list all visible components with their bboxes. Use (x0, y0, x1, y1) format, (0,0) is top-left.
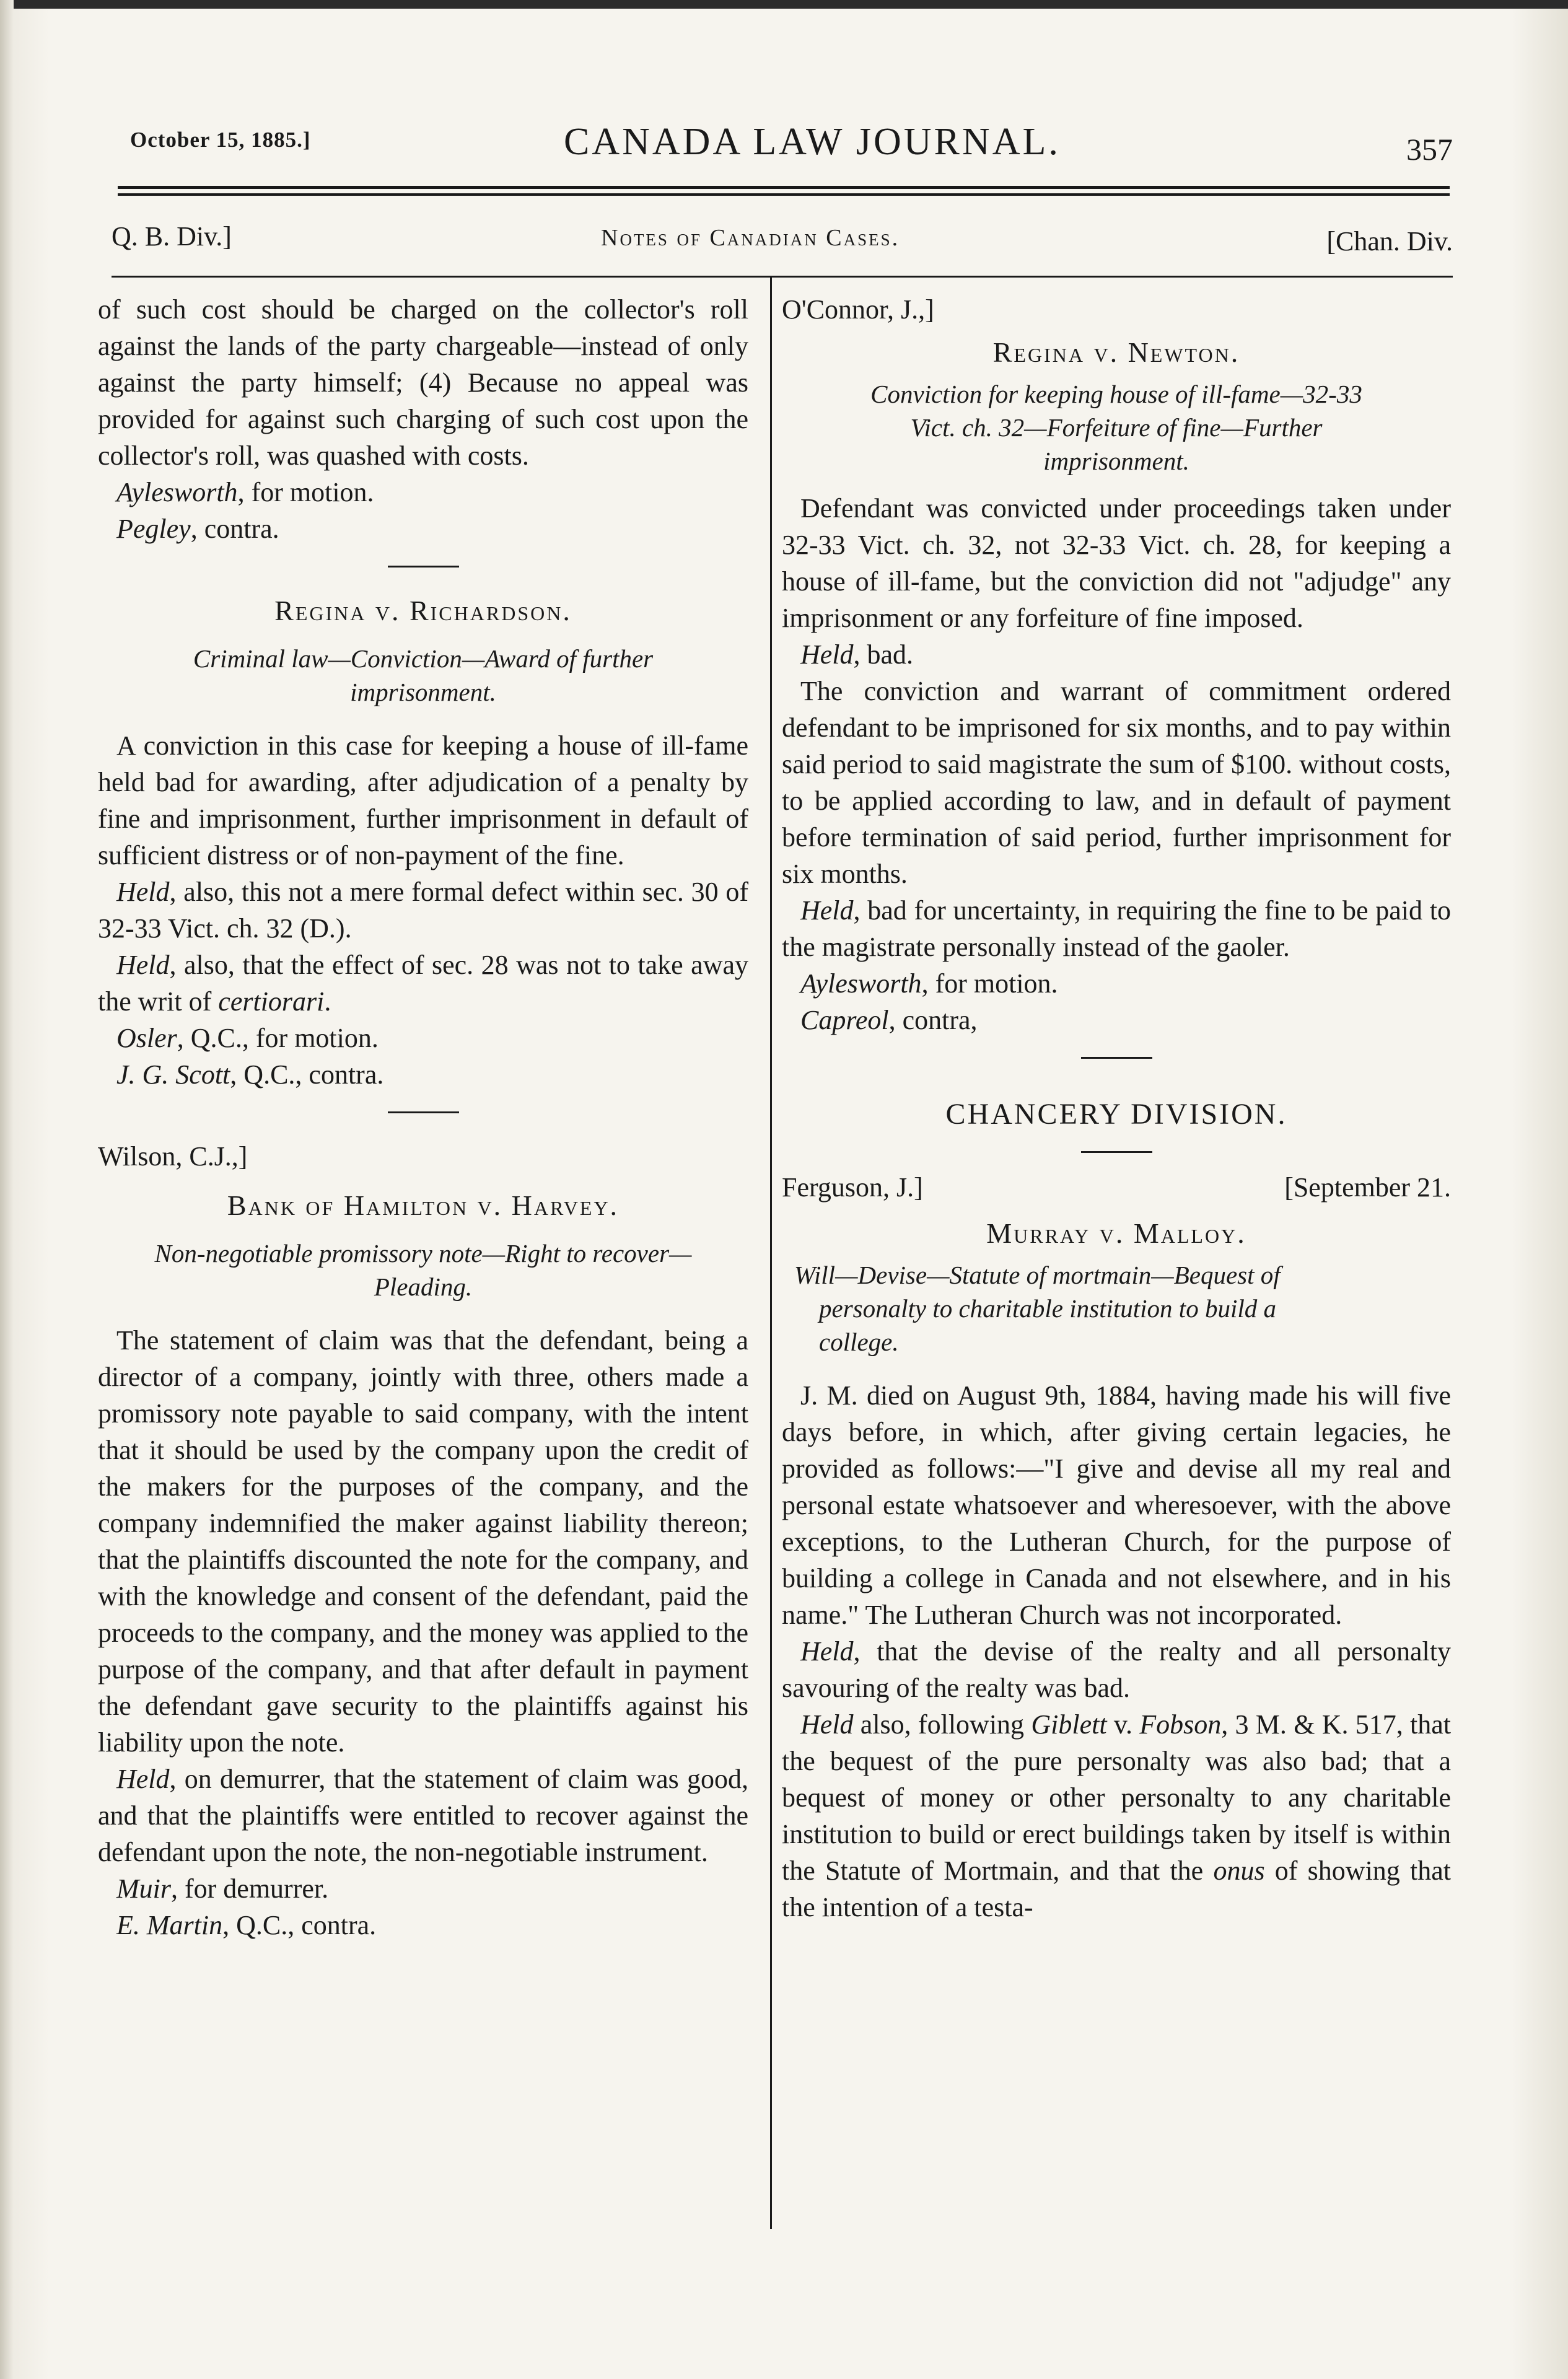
page-number: 357 (1406, 132, 1453, 167)
counsel-line: Aylesworth, for motion. (116, 477, 374, 507)
counsel-line: Aylesworth, for motion. (800, 968, 1058, 999)
case-title: Murray v. Malloy. (986, 1217, 1246, 1249)
counsel-line: E. Martin, Q.C., contra. (116, 1910, 377, 1940)
column-divider (770, 278, 772, 2229)
section-title: Notes of Canadian Cases. (601, 225, 900, 251)
counsel-line: Pegley, contra. (116, 514, 279, 544)
case-paragraph: Defendant was convicted under proceedings taken under 32-33 Vict. ch. 32, not 32-33 Vict. ch. 28, for keeping a house of ill-fame, but the conviction did not "adjudge" any imprisonment or any forfeiture of fine imposed. (782, 493, 1451, 633)
header-rule-top (118, 186, 1450, 189)
case-paragraph: A conviction in this case for keeping a house of ill-fame held bad for awarding, after adjudication of a penalty by fine and imprisonment, further imprisonment in default of sufficient distress or of non-payment of the fine. (98, 730, 748, 870)
case-paragraph: The statement of claim was that the defendant, being a director of a company, jointly with three, others made a promissory note payable to said company, with the intent that it should be used by the company upon the credit of the makers for the purposes of the company, and the company indemnified the maker against liability thereon; that the plaintiffs discounted the note for the company, and with the knowledge and consent of the defendant, paid the proceeds to the company, and the money was applied to the purpose of the company, and that after default in payment the defendant gave security to the plaintiffs against his liability upon the note. (98, 1325, 748, 1758)
held-paragraph: Held, also, this not a mere formal defect within sec. 30 of 32-33 Vict. ch. 32 (D.). (98, 877, 748, 944)
counsel-name: Pegley (116, 514, 191, 544)
case-headnote: Will—Devise—Statute of mortmain—Bequest of personalty to charitable institution to build a college. (794, 1261, 1281, 1356)
counsel-line: Muir, for demurrer. (116, 1873, 329, 1904)
section-right-label: [Chan. Div. (1326, 226, 1453, 256)
left-column (98, 291, 748, 1943)
held-paragraph: Held, bad for uncertainty, in requiring the fine to be paid to the magistrate personally instead of the gaoler. (782, 895, 1451, 962)
judge-name: Ferguson, J.] (782, 1172, 923, 1203)
counsel-name: E. Martin (116, 1910, 223, 1940)
scan-left-edge (0, 0, 14, 2379)
case-headnote: Criminal law—Conviction—Award of further imprisonment. (193, 644, 654, 706)
case-title: Regina v. Richardson. (274, 595, 572, 626)
header-rule-bottom (118, 193, 1450, 196)
section-header (112, 217, 1453, 260)
continued-paragraph: of such cost should be charged on the collector's roll against the lands of the party chargeable—instead of only against the party himself; (4) Because no appeal was provided for against such charging of such cost upon the collector's roll, was quashed with costs. (98, 294, 748, 471)
judge-date-row (782, 1172, 1451, 1209)
held-paragraph: Held, bad. (800, 639, 914, 670)
scan-top-edge (0, 0, 1568, 9)
counsel-name: Aylesworth (800, 968, 922, 999)
counsel-name: Muir (116, 1873, 171, 1904)
case-headnote: Non-negotiable promissory note—Right to recover— Pleading. (154, 1239, 692, 1301)
counsel-line: J. G. Scott, Q.C., contra. (116, 1059, 384, 1090)
counsel-name: Osler (116, 1023, 177, 1053)
case-paragraph: The conviction and warrant of commitment ordered defendant to be imprisoned for six months, and to pay within said period to said magistrate the sum of $100. without costs, to be applied according to law, and in default of payment before termination of said period, further imprisonment for six months. (782, 676, 1451, 889)
judge-name: O'Connor, J.,] (782, 294, 934, 325)
counsel-name: J. G. Scott (116, 1059, 230, 1090)
counsel-line: Capreol, contra, (800, 1005, 978, 1035)
right-column (782, 291, 1451, 1926)
counsel-line: Osler, Q.C., for motion. (116, 1023, 379, 1053)
case-title: Bank of Hamilton v. Harvey. (227, 1190, 620, 1221)
held-paragraph: Held, also, that the effect of sec. 28 was not to take away the writ of certiorari. (98, 950, 748, 1017)
counsel-name: Capreol (800, 1005, 889, 1035)
judgment-date: [September 21. (1284, 1172, 1451, 1203)
section-left-label: Q. B. Div.] (112, 221, 232, 252)
issue-date: October 15, 1885.] (130, 128, 311, 152)
judge-name: Wilson, C.J.,] (98, 1141, 248, 1172)
case-headnote: Conviction for keeping house of ill-fame—32-33 Vict. ch. 32—Forfeiture of fine—Further imprisonment. (870, 380, 1362, 475)
running-head (130, 123, 1453, 178)
case-paragraph: J. M. died on August 9th, 1884, having made his will five days before, in which, after giving certain legacies, he provided as follows:—"I give and devise all my real and personal estate whatsoever and wheresoever, with the above exceptions, to the Lutheran Church, for the purpose of building a college in Canada and not elsewhere, and in his name." The Lutheran Church was not incorporated. (782, 1380, 1451, 1630)
case-title: Regina v. Newton. (992, 336, 1240, 368)
section-rule (112, 276, 1453, 278)
division-heading: CHANCERY DIVISION. (945, 1098, 1287, 1131)
held-paragraph: Held, that the devise of the realty and all personalty savouring of the realty was bad. (782, 1636, 1451, 1703)
held-paragraph: Held, on demurrer, that the statement of claim was good, and that the plaintiffs were entitled to recover against the defendant upon the note, the non-negotiable instrument. (98, 1764, 748, 1867)
journal-title: CANADA LAW JOURNAL. (564, 121, 1061, 163)
held-paragraph: Held also, following Giblett v. Fobson, 3 M. & K. 517, that the bequest of the pure personalty was also bad; that a bequest of money or other personalty to any charitable institution to build or erect buildings taken by itself is within the Statute of Mortmain, and that the onus of showing that the intention of a testa- (782, 1709, 1451, 1922)
counsel-name: Aylesworth (116, 477, 238, 507)
